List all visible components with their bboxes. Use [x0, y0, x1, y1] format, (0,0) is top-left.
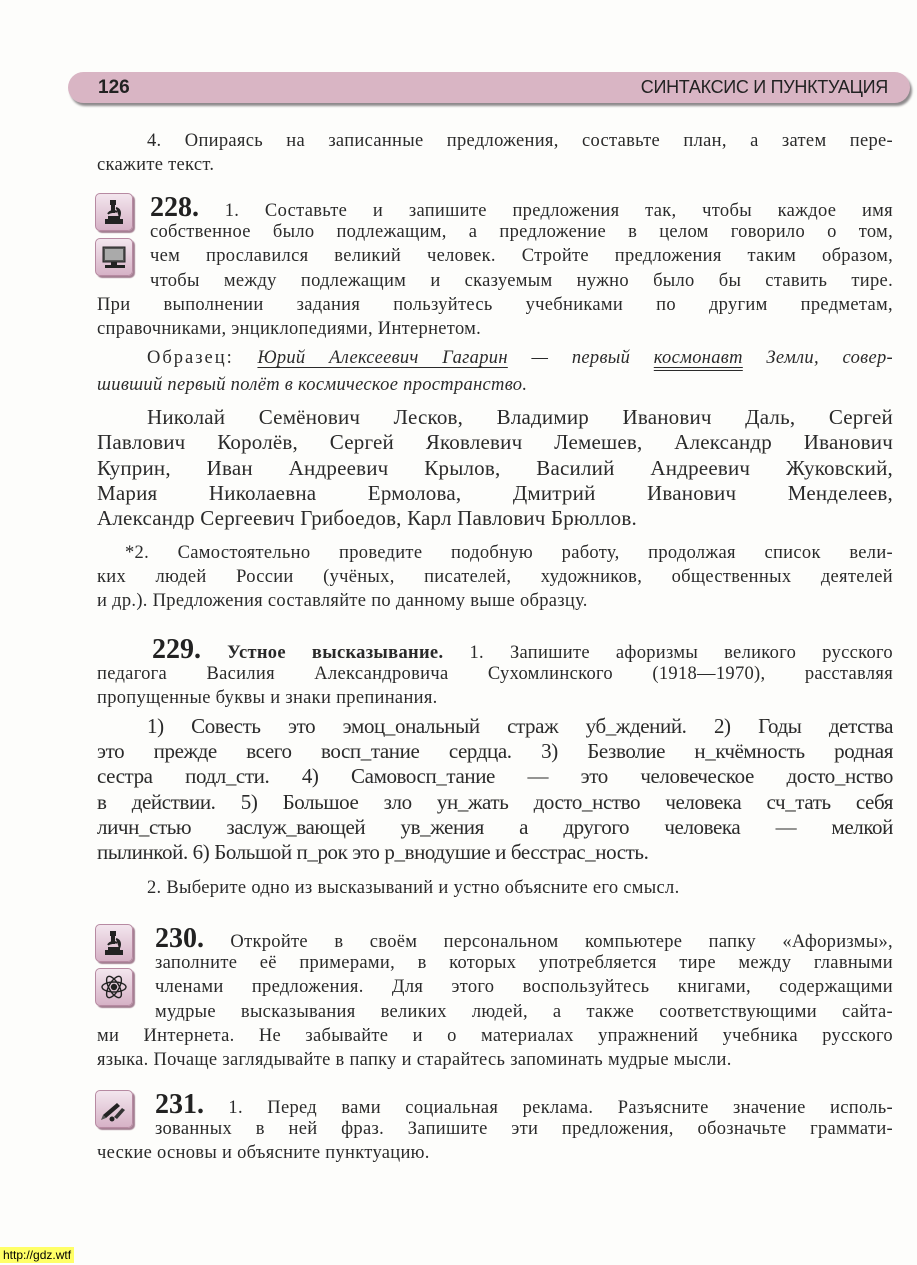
text-line: собственное было подлежащим, а предложение в целом говорило о том, [150, 222, 893, 243]
text-line: 1. Составьте и запишите предложения так, чтобы каждое имя [224, 201, 893, 221]
text-line: членами предложения. Для этого воспользуйтесь книгами, содержащими [155, 977, 893, 998]
sample-label: Образец: [147, 348, 234, 368]
text-line: Павлович Королёв, Сергей Яковлевич Лемешев, Александр Иванович [97, 430, 893, 455]
text-line: языка. Почаще заглядывайте в папку и старайтесь запоминать мудрые мысли. [97, 1049, 732, 1070]
exercise-231 [97, 1089, 893, 1166]
text-line: личн_стью заслуж_вающей ув_жения а другого человека — мелкой [97, 814, 893, 839]
section-title: СИНТАКСИС И ПУНКТУАЦИЯ [640, 77, 888, 97]
text-line: Откройте в своём персональном компьютере папку «Афоризмы», [230, 932, 893, 952]
names-list [97, 405, 893, 531]
text-line: Мария Николаевна Ермолова, Дмитрий Иванович Менделеев, [97, 480, 893, 505]
page-header-bar [68, 72, 910, 103]
text-line: сестра подл_сти. 4) Самовосп_тание — это человеческое досто_нство [97, 764, 893, 789]
sample-text: — первый [507, 348, 654, 368]
text-line: *2. Самостоятельно проведите подобную работу, продолжая список вели- [125, 543, 893, 563]
sample-predicate: космонавт [653, 348, 743, 368]
text-line: 2. Выберите одно из высказываний и устно объясните его смысл. [147, 878, 680, 898]
text-line: педагога Василия Александровича Сухомлинского (1918—1970), расставляя [97, 664, 893, 685]
exercise-228-task2 [97, 541, 893, 614]
text-line: заполните её примерами, в которых употребляется тире между главными [155, 953, 893, 974]
exercise-number: 230. [155, 923, 204, 954]
text-line: чтобы между подлежащим и сказуемым нужно было бы ставить тире. [150, 270, 893, 291]
text-line: справочниками, энциклопедиями, Интернетом. [97, 318, 482, 339]
text-line: и др.). Предложения составляйте по данному выше образцу. [97, 591, 588, 612]
watermark-link[interactable]: http://gdz.wtf [0, 1247, 74, 1263]
sample-subject: Юрий Алексеевич Гагарин [257, 348, 508, 368]
intro-task [97, 129, 893, 177]
exercise-229 [97, 634, 893, 711]
text-line: пылинкой. 6) Большой п_рок это р_внодушие и бесстрас_ность. [97, 839, 649, 864]
text-line: ми Интернета. Не забывайте и о материалах упражнений учебника русского [97, 1025, 893, 1046]
text-line: чем прославился великий человек. Стройте предложения таким образом, [150, 246, 893, 267]
text-line: скажите текст. [97, 155, 215, 176]
text-line: мудрые высказывания великих людей, а также соответствующими сайта- [155, 1001, 893, 1022]
exercise-228 [97, 192, 893, 341]
text-line: При выполнении задания пользуйтесь учебниками по другим предметам, [97, 294, 893, 315]
exercise-number: 231. [155, 1089, 204, 1120]
sample-text: Земли, совер- [742, 348, 893, 368]
text-line: это прежде всего восп_тание сердца. 3) Безволие н_кчёмность родная [97, 739, 893, 764]
text-line: ких людей России (учёных, писателей, художников, общественных деятелей [97, 567, 893, 588]
sample-sentence [97, 343, 893, 397]
exercise-230 [97, 923, 893, 1072]
exercise-label: Устное высказывание. [227, 643, 444, 663]
text-line: Куприн, Иван Андреевич Крылов, Василий Андреевич Жуковский, [97, 455, 893, 480]
text-line: пропущенные буквы и знаки препинания. [97, 688, 438, 709]
text-line: Николай Семёнович Лесков, Владимир Иванович Даль, Сергей [147, 405, 893, 429]
page-number: 126 [98, 77, 130, 98]
text-line: ческие основы и объясните пунктуацию. [97, 1143, 430, 1164]
text-line: 1) Совесть это эмоц_ональный страж уб_ждений. 2) Годы детства [147, 714, 893, 738]
exercise-229-task2 [97, 876, 893, 900]
exercise-number: 229. [152, 634, 201, 665]
text-line: в действии. 5) Большое зло ун_жать досто_нство человека сч_тать себя [97, 789, 893, 814]
text-line: Александр Сергеевич Грибоедов, Карл Павлович Брюллов. [97, 506, 637, 531]
text-line: 4. Опираясь на записанные предложения, составьте план, а затем пере- [147, 131, 893, 151]
text-line: зованных в ней фраз. Запишите эти предложения, обозначьте граммати- [155, 1119, 893, 1140]
exercise-number: 228. [150, 192, 199, 223]
sample-text: шивший первый полёт в космическое пространство. [97, 375, 528, 395]
text-line: 1. Запишите афоризмы великого русского [469, 643, 893, 663]
text-line: 1. Перед вами социальная реклама. Разъясните значение исполь- [228, 1098, 893, 1118]
aphorisms [97, 714, 893, 865]
